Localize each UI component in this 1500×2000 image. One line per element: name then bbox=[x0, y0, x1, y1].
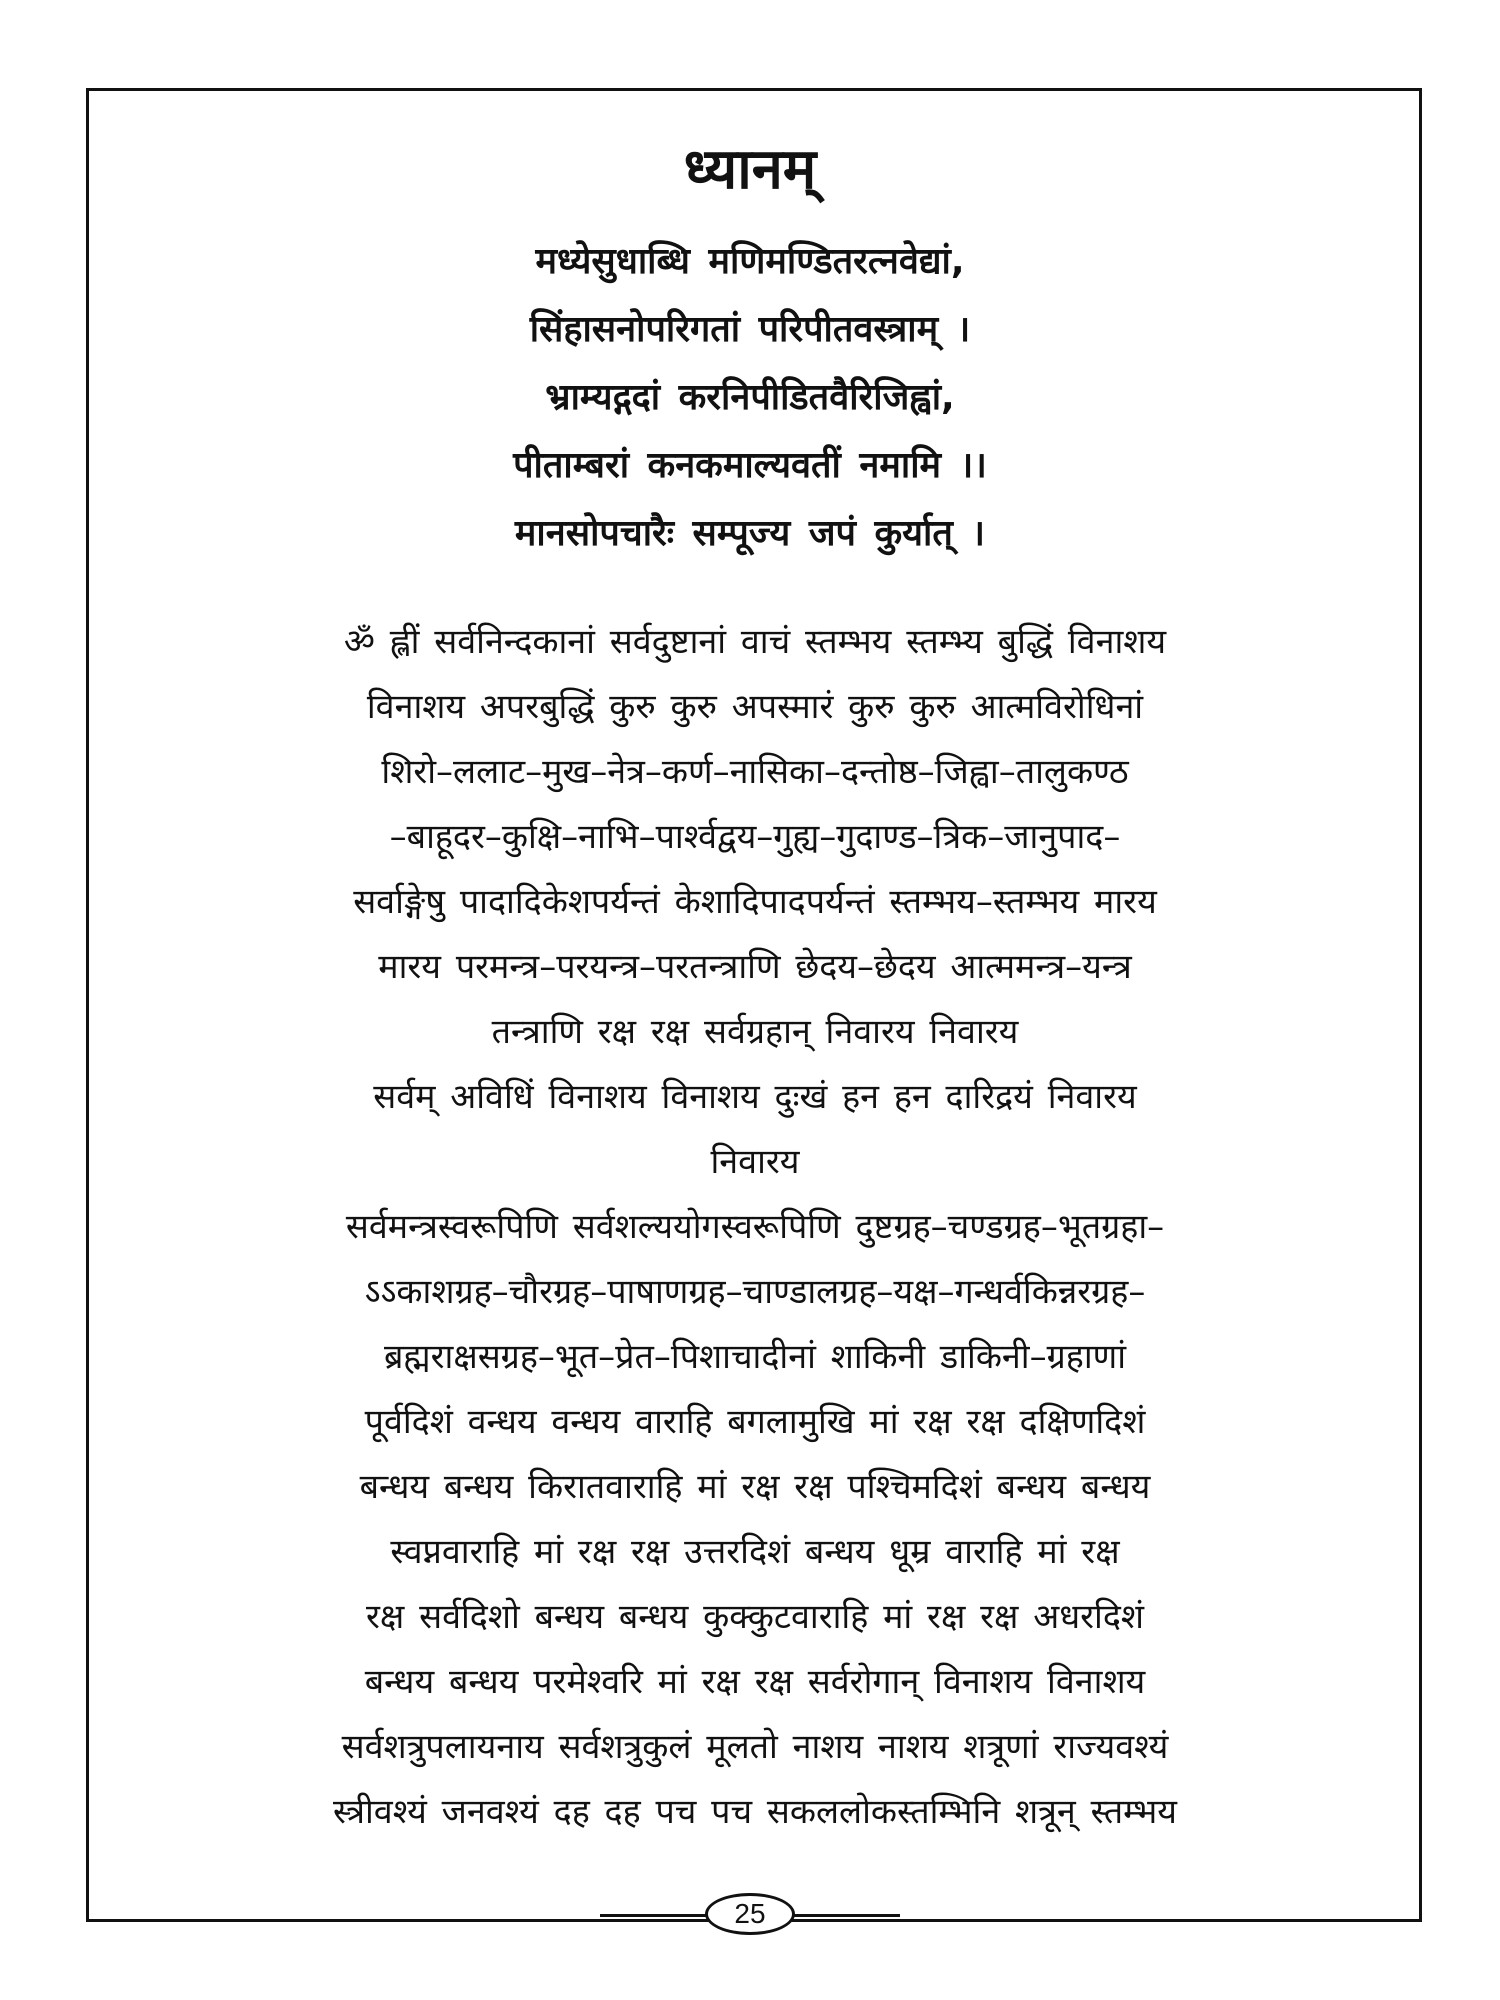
verse-line: पीताम्बरां कनकमाल्यवतीं नमामि ।। bbox=[513, 445, 987, 486]
page-title: ध्यानम् bbox=[683, 137, 817, 202]
mantra-line: स्वप्नवाराहि मां रक्ष रक्ष उत्तरदिशं बन्धय धूम्र वाराहि मां रक्ष bbox=[390, 1532, 1120, 1572]
mantra-line: सर्वशत्रुपलायनाय सर्वशत्रुकुलं मूलतो नाशय नाशय शत्रूणां राज्यवश्यं bbox=[341, 1727, 1169, 1767]
mantra-line: सर्वम् अविधिं विनाशय विनाशय दुःखं हन हन दारिद्रयं निवारय bbox=[373, 1077, 1137, 1117]
mantra-line: सर्वमन्त्रस्वरूपिणि सर्वशल्ययोगस्वरूपिणि दुष्टग्रह–चण्डग्रह–भूतग्रहा– bbox=[345, 1207, 1165, 1247]
mantra-line: स्त्रीवश्यं जनवश्यं दह दह पच पच सकललोकस्तम्भिनि शत्रून् स्तम्भय bbox=[332, 1792, 1178, 1832]
mantra-line: सर्वाङ्गेषु पादादिकेशपर्यन्तं केशादिपादपर्यन्तं स्तम्भय–स्तम्भय मारय bbox=[353, 882, 1157, 922]
verse-line: मानसोपचारैः सम्पूज्य जपं कुर्यात् । bbox=[514, 513, 986, 554]
verse-line: सिंहासनोपरिगतां परिपीतवस्त्राम् । bbox=[529, 309, 971, 350]
mantra-line: ब्रह्मराक्षसग्रह–भूत–प्रेत–पिशाचादीनां शाकिनी डाकिनी–ग्रहाणां bbox=[383, 1337, 1127, 1377]
verse-line: मध्येसुधाब्धि मणिमण्डितरत्नवेद्यां, bbox=[535, 241, 965, 282]
verse-line: भ्राम्यद्गदां करनिपीडितवैरिजिह्वां, bbox=[545, 377, 955, 418]
mantra-line: रक्ष सर्वदिशो बन्धय बन्धय कुक्कुटवाराहि मां रक्ष रक्ष अधरदिशं bbox=[366, 1597, 1144, 1637]
mantra-line: ऽऽकाशग्रह–चौरग्रह–पाषाणग्रह–चाण्डालग्रह–यक्ष–गन्धर्वकिन्नरग्रह– bbox=[364, 1272, 1146, 1312]
mantra-line: विनाशय अपरबुद्धिं कुरु कुरु अपस्मारं कुरु कुरु आत्मविरोधिनां bbox=[366, 687, 1144, 727]
dhyanam-verse bbox=[0, 228, 1500, 568]
mantra-line: बन्धय बन्धय परमेश्वरि मां रक्ष रक्ष सर्वरोगान् विनाशय विनाशय bbox=[364, 1662, 1146, 1702]
mantra-line: मारय परमन्त्र–परयन्त्र–परतन्त्राणि छेदय–छेदय आत्ममन्त्र–यन्त्र bbox=[378, 947, 1132, 987]
mantra-line: शिरो–ललाट–मुख–नेत्र–कर्ण–नासिका–दन्तोष्ठ–जिह्वा–तालुकण्ठ bbox=[381, 752, 1129, 792]
page-number-ornament bbox=[600, 1890, 900, 1940]
page-number: 25 bbox=[705, 1893, 795, 1935]
mantra-line: बन्धय बन्धय किरातवाराहि मां रक्ष रक्ष पश्चिमदिशं बन्धय बन्धय bbox=[359, 1467, 1151, 1507]
mantra-line: निवारय bbox=[710, 1142, 800, 1182]
mantra-line: ॐ ह्लीं सर्वनिन्दकानां सर्वदुष्टानां वाचं स्तम्भय स्तम्भ्य बुद्धिं विनाशय bbox=[343, 622, 1167, 662]
mantra-line: पूर्वदिशं वन्धय वन्धय वाराहि बगलामुखि मां रक्ष रक्ष दक्षिणदिशं bbox=[364, 1402, 1146, 1442]
mantra-line: तन्त्राणि रक्ष रक्ष सर्वग्रहान् निवारय निवारय bbox=[491, 1012, 1019, 1052]
mantra-body bbox=[110, 610, 1400, 1845]
mantra-line: –बाहूदर–कुक्षि–नाभि–पार्श्वद्वय–गुह्य–गुदाण्ड–त्रिक–जानुपाद– bbox=[389, 817, 1121, 857]
